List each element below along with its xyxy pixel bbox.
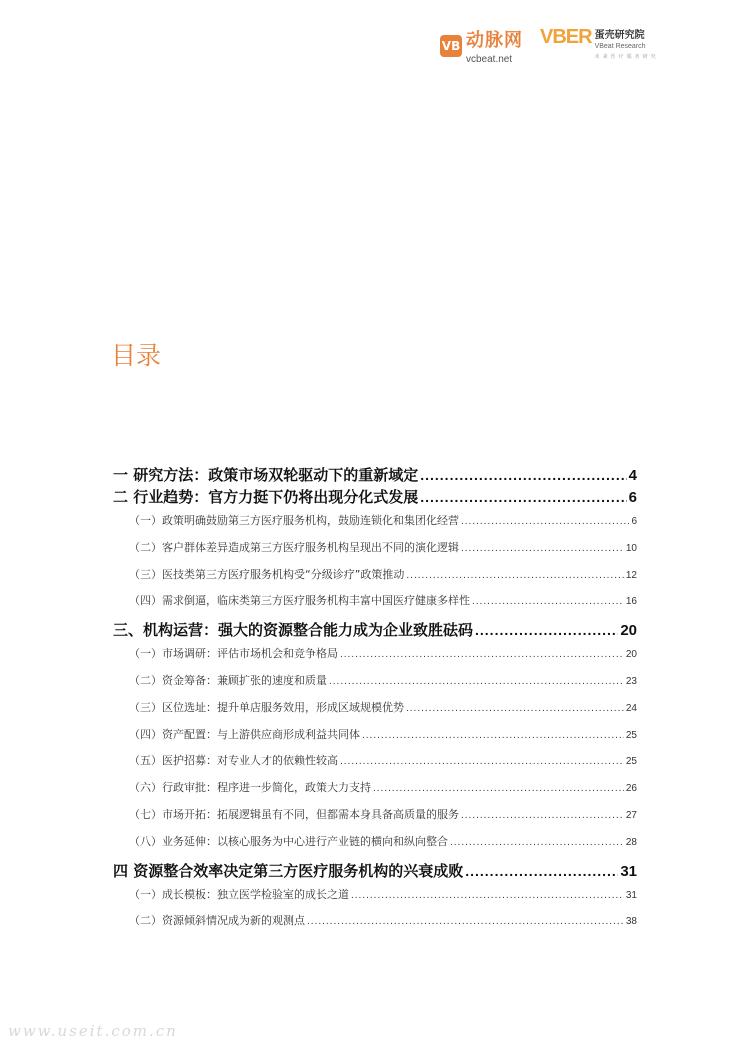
toc-section-entry[interactable]	[113, 512, 637, 539]
toc-page-number: 24	[625, 702, 637, 714]
toc-section-entry[interactable]	[113, 699, 637, 726]
toc-dot-leader	[461, 810, 624, 821]
toc-entry-label: （六）行政审批：程序进一步简化，政策大力支持	[129, 781, 371, 795]
toc-section-entry[interactable]	[113, 752, 637, 779]
toc-entry-label: （一）政策明确鼓励第三方医疗服务机构，鼓励连锁化和集团化经营	[129, 514, 459, 527]
toc-dot-leader	[340, 649, 624, 660]
toc-entry-label: （四）资产配置：与上游供应商形成利益共同体	[129, 727, 360, 741]
toc-section-entry[interactable]	[113, 672, 637, 699]
vber-tagline: 未来医疗服务研究	[594, 54, 659, 60]
toc-dot-leader	[351, 890, 624, 901]
toc-chapter-entry[interactable]	[113, 619, 637, 641]
toc-page-number: 31	[625, 889, 637, 901]
toc-entry-label: （一）成长模板：独立医学检验室的成长之道	[129, 887, 349, 901]
toc-entry-label: 三、机构运营：强大的资源整合能力成为企业致胜砝码	[113, 621, 474, 640]
toc-page-number: 27	[625, 809, 637, 821]
toc-page-number: 31	[620, 862, 637, 880]
vber-logo-icon: VBER	[540, 26, 592, 48]
toc-dot-leader	[373, 783, 624, 794]
toc-section-entry[interactable]	[113, 539, 637, 566]
toc-dot-leader	[461, 543, 624, 554]
toc-page-number: 20	[620, 622, 637, 640]
toc-entry-label: （二）客户群体差异造成第三方医疗服务机构呈现出不同的演化逻辑	[129, 540, 459, 554]
toc-page-number: 10	[625, 542, 637, 554]
toc-section-entry[interactable]	[113, 912, 637, 939]
vber-name: 蛋壳研究院	[594, 30, 645, 41]
toc-dot-leader	[465, 863, 618, 879]
toc-page-number: 25	[625, 729, 637, 741]
toc-dot-leader	[472, 596, 624, 607]
toc-page-number: 28	[625, 836, 637, 848]
toc-dot-leader	[340, 756, 624, 767]
toc-section-entry[interactable]	[113, 806, 637, 833]
toc-page-number: 20	[625, 649, 637, 661]
toc-page-number: 26	[625, 783, 637, 795]
toc-entry-label: （二）资金筹备：兼顾扩张的速度和质量	[129, 673, 327, 687]
toc-dot-leader	[307, 916, 624, 927]
toc-section-entry[interactable]	[113, 833, 637, 860]
toc-entry-label: 二 行业趋势：官方力挺下仍将出现分化式发展	[113, 488, 419, 506]
toc-chapter-entry[interactable]	[113, 464, 637, 486]
vber-en-name: VBeat Research	[594, 43, 646, 50]
watermark: www.useit.com.cn	[8, 1022, 178, 1040]
toc-page-number: 38	[625, 916, 637, 928]
vb-logo-icon: VB	[440, 35, 462, 57]
toc-entry-label: 一 研究方法：政策市场双轮驱动下的重新域定	[113, 466, 419, 484]
toc-page-number: 16	[625, 596, 637, 608]
toc-entry-label: （四）需求倒逼，临床类第三方医疗服务机构丰富中国医疗健康多样性	[129, 594, 470, 608]
toc-entry-label: 四 资源整合效率决定第三方医疗服务机构的兴衰成败	[113, 861, 464, 880]
toc-chapter-entry[interactable]	[113, 486, 637, 508]
toc-section-entry[interactable]	[113, 592, 637, 619]
toc-entry-label: （二）资源倾斜情况成为新的观测点	[129, 914, 305, 928]
toc-page-number: 25	[625, 756, 637, 768]
toc-page-number: 6	[628, 489, 637, 506]
toc-entry-label: （三）区位选址：提升单店服务效用，形成区域规模优势	[129, 700, 404, 714]
toc-entry-label: （七）市场开拓：拓展逻辑虽有不同，但都需本身具备高质量的服务	[129, 807, 459, 821]
toc-section-entry[interactable]	[113, 726, 637, 753]
toc-dot-leader	[362, 730, 624, 741]
toc-section-entry[interactable]	[113, 886, 637, 913]
toc-title: 目录	[111, 341, 162, 370]
toc-section-entry[interactable]	[113, 645, 637, 672]
toc-entry-label: （一）市场调研：评估市场机会和竞争格局	[129, 647, 338, 661]
vcbeat-site: vcbeat.net	[466, 54, 513, 65]
toc-section-entry[interactable]	[113, 566, 637, 593]
toc-dot-leader	[406, 570, 623, 581]
toc-dot-leader	[406, 703, 624, 714]
toc-dot-leader	[420, 489, 626, 505]
table-of-contents	[113, 464, 637, 939]
toc-dot-leader	[475, 622, 618, 638]
toc-page-number: 4	[628, 467, 637, 484]
toc-page-number: 23	[625, 675, 637, 687]
toc-page-number: 12	[625, 569, 637, 581]
toc-dot-leader	[329, 676, 624, 687]
vcbeat-name: 动脉网	[466, 30, 523, 51]
toc-dot-leader	[420, 467, 626, 483]
toc-dot-leader	[461, 516, 629, 527]
toc-section-entry[interactable]	[113, 779, 637, 806]
vcbeat-logo	[440, 26, 523, 65]
toc-dot-leader	[450, 837, 624, 848]
vbeat-research-logo	[540, 26, 659, 60]
toc-entry-label: （五）医护招募：对专业人才的依赖性较高	[129, 754, 338, 768]
header-logos	[440, 24, 660, 65]
toc-chapter-entry[interactable]	[113, 860, 637, 882]
toc-page-number: 6	[631, 516, 637, 527]
toc-entry-label: （三）医技类第三方医疗服务机构受“分级诊疗”政策推动	[129, 567, 405, 581]
toc-entry-label: （八）业务延伸：以核心服务为中心进行产业链的横向和纵向整合	[129, 834, 448, 848]
